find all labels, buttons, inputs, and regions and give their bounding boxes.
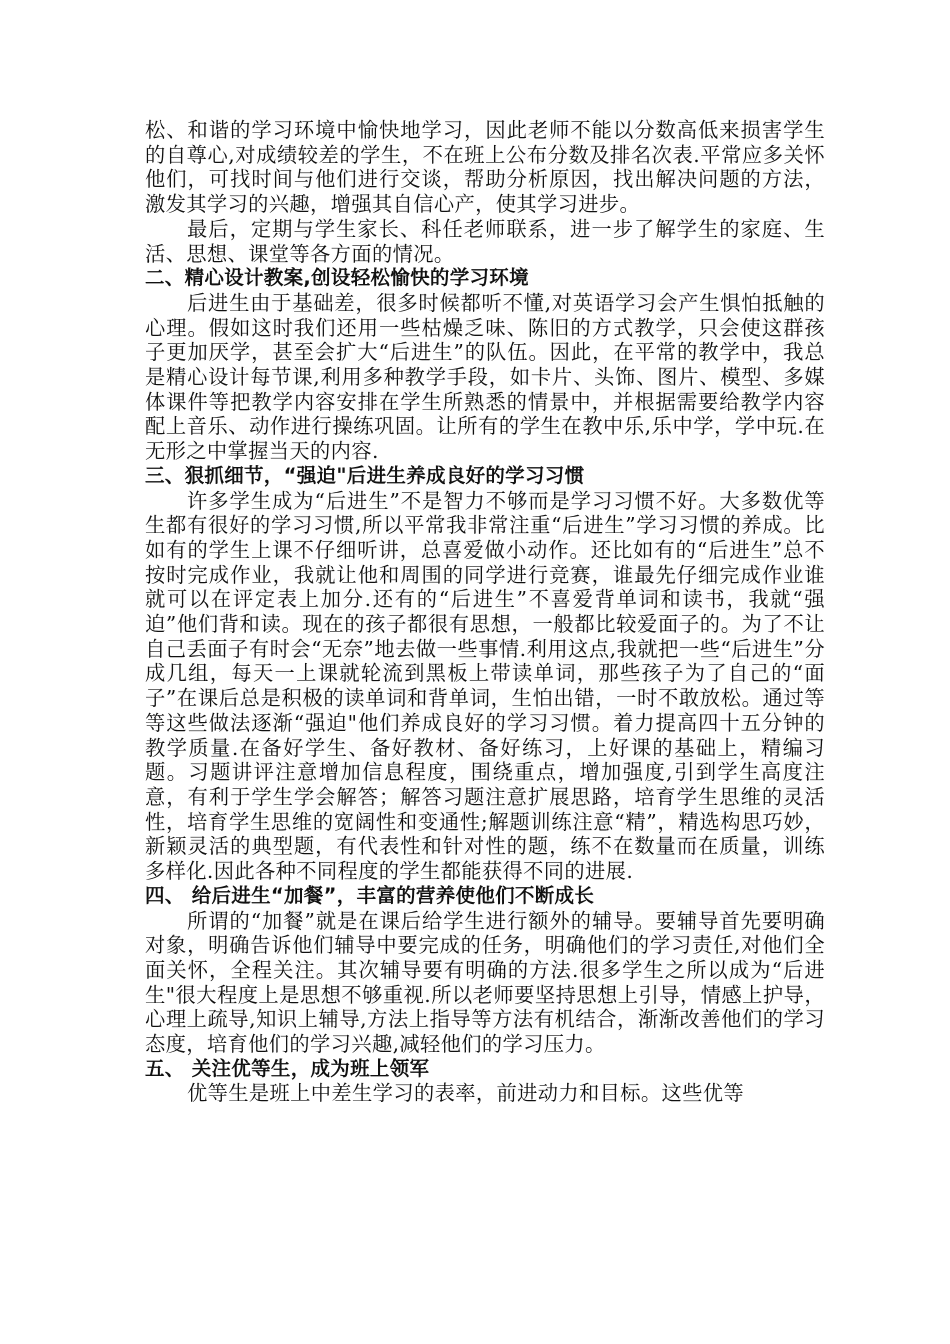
section-heading: 三、狠抓细节，“强迫"后进生养成良好的学习习惯: [145, 463, 585, 487]
body-paragraph: 后进生由于基础差，很多时候都听不懂,对英语学习会产生惧怕抵触的心理。假如这时我们还用一些枯燥乏味、陈旧的方式教学，只会使这群孩子更加厌学，甚至会扩大“后进生”的队伍。因此，在平常的教学中，我总是精心设计每节课,利用多种教学手段，如卡片、头饰、图片、模型、多媒体课件等把教学内容安排在学生所熟悉的情景中，并根据需要给教学内容配上音乐、动作进行操练巩固。让所有的学生在教中乐,乐中学，学中玩.在无形之中掌握当天的内容.: [145, 290, 825, 464]
section-heading: 五、 关注优等生，成为班上领军: [145, 1056, 430, 1080]
body-paragraph: 最后，定期与学生家长、科任老师联系，进一步了解学生的家庭、生活、思想、课堂等各方面的情况。: [145, 216, 825, 266]
body-paragraph: 松、和谐的学习环境中愉快地学习，因此老师不能以分数高低来损害学生的自尊心,对成绩较差的学生，不在班上公布分数及排名次表.平常应多关怀他们，可找时间与他们进行交谈，帮助分析原因，找出解决问题的方法，激发其学习的兴趣，增强其自信心产，使其学习进步。: [145, 118, 825, 217]
document-body: [145, 118, 825, 1106]
section-heading: 二、精心设计教案,创设轻松愉快的学习环境: [145, 266, 529, 290]
body-paragraph: 许多学生成为“后进生”不是智力不够而是学习习惯不好。大多数优等生都有很好的学习习惯,所以平常我非常注重“后进生”学习习惯的养成。比如有的学生上课不仔细听讲，总喜爱做小动作。还比如有的“后进生”总不按时完成作业，我就让他和周围的同学进行竞赛，谁最先仔细完成作业谁就可以在评定表上加分.还有的“后进生”不喜爱背单词和读书，我就“强迫”他们背和读。现在的孩子都很有思想，一般都比较爱面子的。为了不让自己丢面子有时会“无奈”地去做一些事情.利用这点,我就把一些“后进生”分成几组，每天一上课就轮流到黑板上带读单词，那些孩子为了自己的“面子”在课后总是积极的读单词和背单词，生怕出错，一时不敢放松。通过等等这些做法逐渐“强迫"他们养成良好的学习习惯。着力提高四十五分钟的教学质量.在备好学生、备好教材、备好练习，上好课的基础上，精编习题。习题讲评注意增加信息程度，围绕重点，增加强度,引到学生高度注意，有利于学生学会解答；解答习题注意扩展思路，培育学生思维的灵活性，培育学生思维的宽阔性和变通性;解题训练注意“精”，精选构思巧妙，新颖灵活的典型题，有代表性和针对性的题，练不在数量而在质量，训练多样化.因此各种不同程度的学生都能获得不同的进展.: [145, 488, 825, 884]
section-heading: 四、 给后进生“加餐”，丰富的营养使他们不断成长: [145, 883, 595, 907]
body-paragraph: 所谓的“加餐”就是在课后给学生进行额外的辅导。要辅导首先要明确对象，明确告诉他们辅导中要完成的任务，明确他们的学习责任,对他们全面关怀，全程关注。其次辅导要有明确的方法.很多学生之所以成为“后进生"很大程度上是思想不够重视.所以老师要坚持思想上引导，情感上护导，心理上疏导,知识上辅导,方法上指导等方法有机结合，渐渐改善他们的学习态度，培育他们的学习兴趣,减轻他们的学习压力。: [145, 908, 825, 1057]
body-paragraph: 优等生是班上中差生学习的表率，前进动力和目标。这些优等: [187, 1081, 745, 1106]
